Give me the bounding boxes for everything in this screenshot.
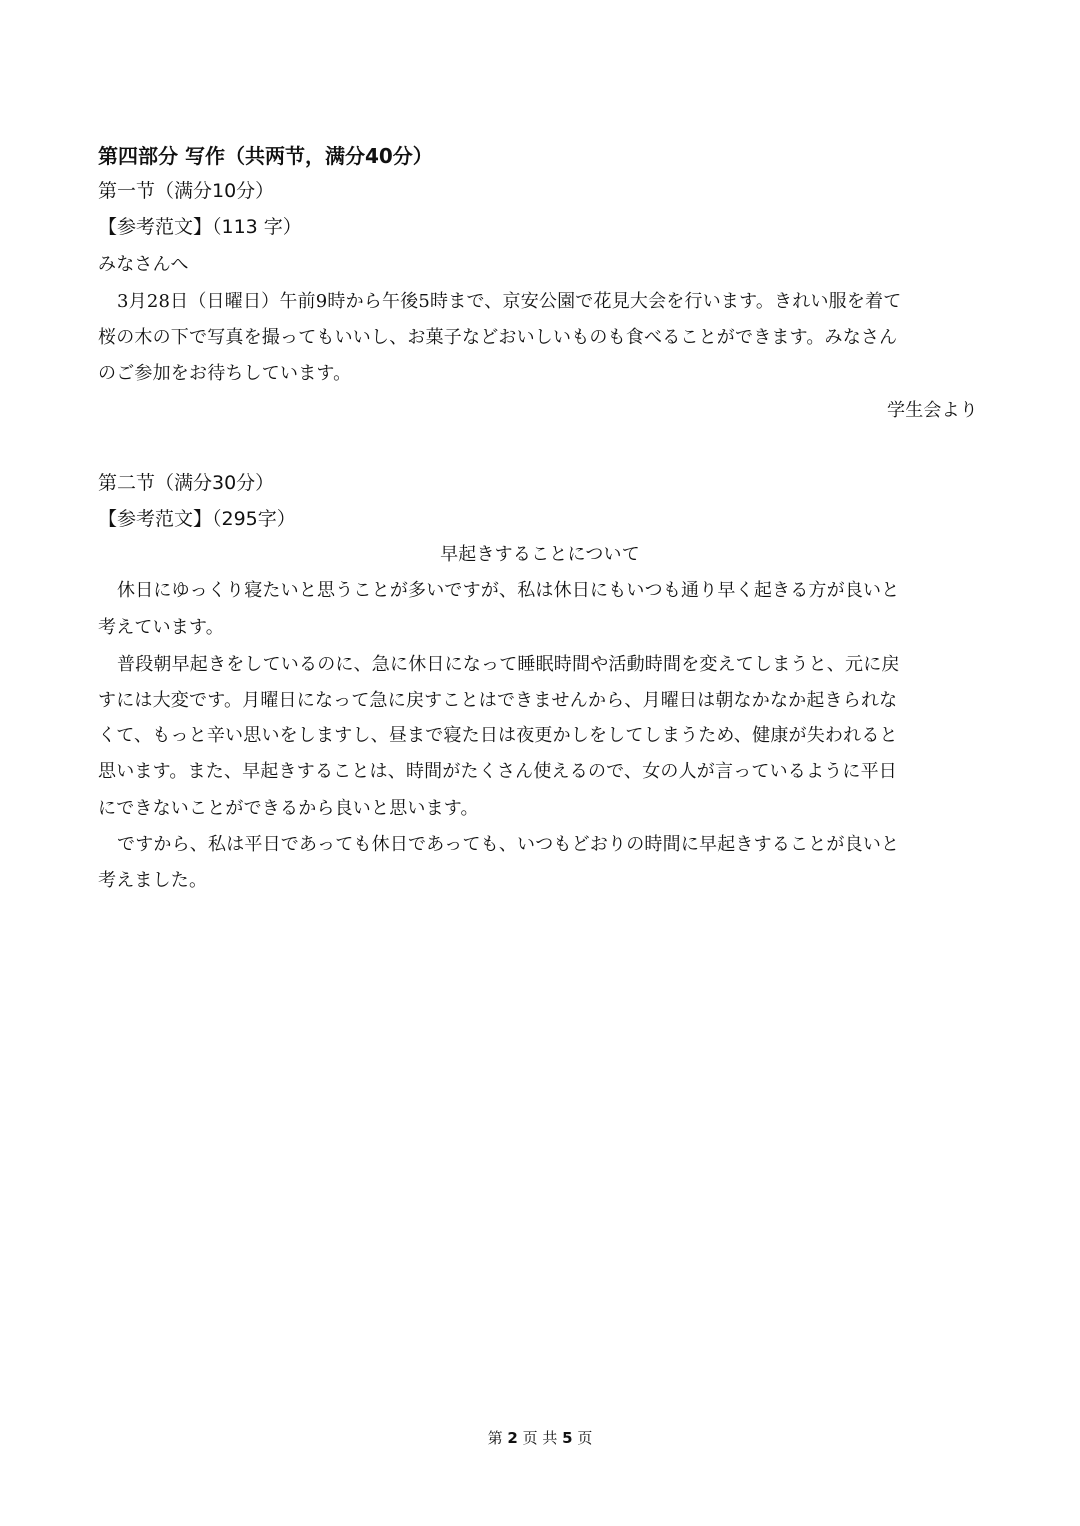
footer-page-number: 2 <box>507 1429 518 1447</box>
section1-line: のご参加をお待ちしています。 <box>98 363 352 384</box>
section1-line: 桜の木の下で写真を撮ってもいいし、お菓子などおいしいものも食べることができます。みなさん <box>98 327 898 348</box>
section1-line: 3月28日（日曜日）午前9時から午後5時まで、京安公園で花見大会を行います。きれい服を着て <box>117 291 902 312</box>
part-title: 第四部分 写作（共两节，满分40分） <box>98 144 433 168</box>
essay-line: 考えました。 <box>98 870 208 891</box>
essay-line: 考えています。 <box>98 617 224 638</box>
essay-line: 普段朝早起きをしているのに、急に休日になって睡眠時間や活動時間を変えてしまうと、元に戻 <box>117 654 900 675</box>
section1-signature: 学生会より <box>887 400 978 421</box>
essay-line: くて、もっと辛い思いをしますし、昼まで寝た日は夜更かしをしてしまうため、健康が失われると <box>98 725 898 746</box>
section1-salutation: みなさんへ <box>98 254 189 275</box>
essay-line: 休日にゆっくり寝たいと思うことが多いですが、私は休日にもいつも通り早く起きる方が良いと <box>117 580 900 601</box>
essay-line: 思います。また、早起きすることは、時間がたくさん使えるので、女の人が言っているように平日 <box>98 761 897 782</box>
section2-label: 【参考范文】（295字） <box>98 508 296 530</box>
page-footer <box>0 1427 1080 1448</box>
section1-label: 【参考范文】（113 字） <box>98 216 302 238</box>
section1-heading: 第一节（满分10分） <box>98 180 275 202</box>
essay-title: 早起きすることについて <box>440 544 640 565</box>
footer-middle: 页 共 <box>522 1429 558 1447</box>
essay-line: すには大変です。月曜日になって急に戻すことはできませんから、月曜日は朝なかなか起きられな <box>98 690 898 711</box>
footer-suffix: 页 <box>577 1429 593 1447</box>
footer-prefix: 第 <box>487 1429 503 1447</box>
essay-line: にできないことができるから良いと思います。 <box>98 798 479 819</box>
section2-heading: 第二节（满分30分） <box>98 472 275 494</box>
footer-total-pages: 5 <box>562 1429 573 1447</box>
essay-line: ですから、私は平日であっても休日であっても、いつもどおりの時間に早起きすることが良いと <box>117 834 900 855</box>
